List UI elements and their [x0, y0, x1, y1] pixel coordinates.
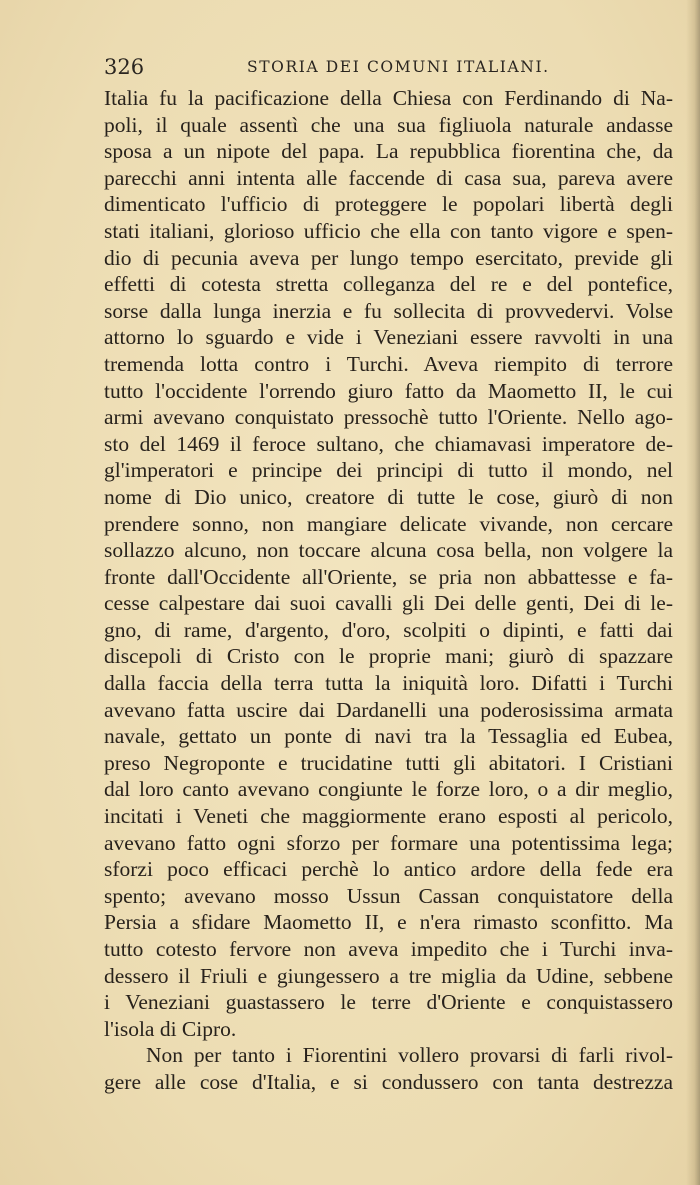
text-line: gno, di rame, d'argento, d'oro, scolpiti o dipinti, e fatti dai — [104, 617, 673, 642]
text-line: armi avevano conquistato pressochè tutto l'Oriente. Nello ago- — [104, 405, 673, 430]
text-line: discepoli di Cristo con le proprie mani; giurò di spazzare — [104, 644, 673, 669]
text-line: avevano fatto ogni sforzo per formare una potentissima lega; — [104, 830, 673, 855]
text-line: cesse calpestare dai suoi cavalli gli Dei delle genti, Dei di le- — [104, 591, 673, 616]
text-line: tutto l'occidente l'orrendo giuro fatto da Maometto II, le cui — [104, 378, 673, 403]
text-line: sollazzo alcuno, non toccare alcuna cosa bella, non volgere la — [104, 538, 673, 563]
text-line: Persia a sfidare Maometto II, e n'era rimasto sconfitto. Ma — [104, 910, 673, 935]
text-line: avevano fatta uscire dai Dardanelli una poderosissima armata — [104, 697, 673, 722]
running-head: STORIA DEI COMUNI ITALIANI. — [247, 58, 550, 76]
text-line: navale, gettato un ponte di navi tra la Tessaglia ed Eubea, — [104, 724, 673, 749]
text-line: dessero il Friuli e giungessero a tre miglia da Udine, sebbene — [104, 963, 673, 988]
text-line: parecchi anni intenta alle faccende di casa sua, pareva avere — [104, 165, 673, 190]
text-line: spento; avevano mosso Ussun Cassan conquistatore della — [104, 883, 673, 908]
text-line: dio di pecunia aveva per lungo tempo esercitato, previde gli — [104, 245, 673, 270]
text-line: incitati i Veneti che maggiormente erano esposti al pericolo, — [104, 804, 673, 829]
body-text — [104, 85, 673, 1096]
text-line: sposa a un nipote del papa. La repubblica fiorentina che, da — [104, 139, 673, 164]
text-line: sorse dalla lunga inerzia e fu sollecita di provvedervi. Volse — [104, 298, 673, 323]
paragraph-end-line: l'isola di Cipro. — [104, 1016, 237, 1041]
text-line: i Veneziani guastassero le terre d'Oriente e conquistassero — [104, 990, 673, 1015]
text-line: fronte dall'Occidente all'Oriente, se pria non abbattesse e fa- — [104, 564, 673, 589]
text-line: dalla faccia della terra tutta la iniquità loro. Difatti i Turchi — [104, 671, 673, 696]
text-line: tutto cotesto fervore non aveva impedito che i Turchi inva- — [104, 937, 673, 961]
text-line: gere alle cose d'Italia, e si condussero con tanta destrezza — [104, 1069, 673, 1094]
text-line: sto del 1469 il feroce sultano, che chiamavasi imperatore de- — [104, 431, 673, 456]
paragraph-start-line: Non per tanto i Fiorentini vollero provarsi di farli rivol- — [146, 1043, 673, 1068]
text-line: nome di Dio unico, creatore di tutte le cose, giurò di non — [104, 484, 673, 509]
text-line: sforzi poco efficaci perchè lo antico ardore della fede era — [104, 857, 673, 882]
page-edge-shadow — [686, 0, 700, 1185]
text-line: stati italiani, glorioso ufficio che ella con tanto vigore e spen- — [104, 218, 673, 243]
page-number: 326 — [104, 55, 145, 79]
text-line: poli, il quale assentì che una sua figliuola naturale andasse — [104, 112, 673, 137]
text-line: dimenticato l'ufficio di proteggere le popolari libertà degli — [104, 192, 673, 217]
text-line: gl'imperatori e principe dei principi di tutto il mondo, nel — [104, 458, 673, 483]
text-line: preso Negroponte e trucidatine tutti gli abitatori. I Cristiani — [104, 750, 673, 775]
text-line: Italia fu la pacificazione della Chiesa con Ferdinando di Na- — [104, 86, 673, 110]
text-line: tremenda lotta contro i Turchi. Aveva riempito di terrore — [104, 351, 673, 376]
page-header — [104, 52, 673, 82]
text-line: effetti di cotesta stretta colleganza del re e del pontefice, — [104, 272, 673, 297]
text-line: prendere sonno, non mangiare delicate vivande, non cercare — [104, 511, 673, 536]
text-line: attorno lo sguardo e vide i Veneziani essere ravvolti in una — [104, 325, 673, 350]
text-line: dal loro canto avevano congiunte le forze loro, o a dir meglio, — [104, 777, 673, 802]
